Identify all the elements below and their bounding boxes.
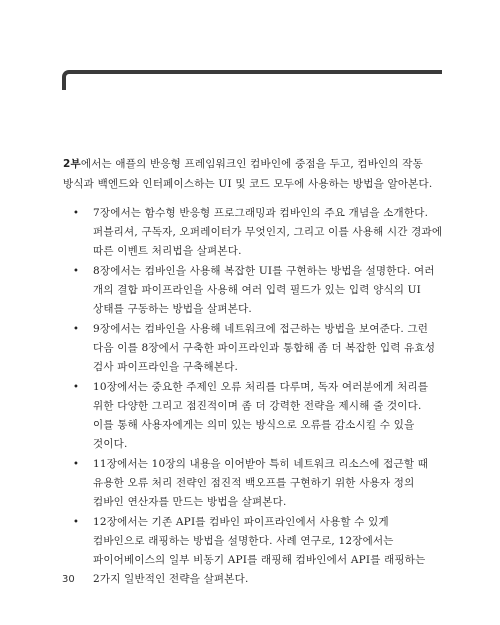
chapter-corner-bracket <box>62 70 442 90</box>
chapter-8-summary <box>63 262 443 319</box>
bullet-icon: • <box>73 266 80 277</box>
bullet-icon: • <box>73 517 80 528</box>
page-number: 30 <box>62 574 75 585</box>
bullet-icon: • <box>73 382 80 393</box>
chapter-summary-text: 11장에서는 10장의 내용을 이어받아 특히 네트워크 리소스에 접근할 때 유용한 오류 처리 전략인 점진적 백오프를 구현하기 위한 사용자 정의 컴바인 연산자를 만드는 방법을 살펴본다. <box>93 458 429 508</box>
chapter-10-summary <box>63 378 443 454</box>
chapter-9-summary <box>63 320 443 377</box>
chapter-summary-text: 8장에서는 컴바인을 사용해 복잡한 UI를 구현하는 방법을 설명한다. 여러 개의 결합 파이프라인을 사용해 여러 입력 필드가 있는 입력 양식의 UI 상태를 구동하는 방법을 살펴본다. <box>93 265 435 315</box>
chapter-12-summary <box>63 513 443 589</box>
chapter-summary-text: 10장에서는 중요한 주제인 오류 처리를 다루며, 독자 여러분에게 처리를 위한 다양한 그리고 점진적이며 좀 더 강력한 전략을 제시해 줄 것이다. 이를 통해 사용자에게는 의미 있는 방식으로 오류를 감소시킬 수 있을 것이다. <box>93 381 429 450</box>
part-label: 2부 <box>63 158 81 170</box>
chapter-summary-text: 12장에서는 기존 API를 컴바인 파이프라인에서 사용할 수 있게 컴바인으로 래핑하는 방법을 설명한다. 사례 연구로, 12장에서는 파이어베이스의 일부 비동기 API를 래핑해 컴바인에서 API를 래핑하는 2가지 일반적인 전략을 살펴본다. <box>93 516 426 585</box>
chapter-summary-text: 9장에서는 컴바인을 사용해 네트워크에 접근하는 방법을 보여준다. 그런 다음 이를 8장에서 구축한 파이프라인과 통합해 좀 더 복잡한 입력 유효성 검사 파이프라인을 구축해본다. <box>93 323 436 373</box>
intro-text: 에서는 애플의 반응형 프레임워크인 컴바인에 중점을 두고, 컴바인의 작동 방식과 백엔드와 인터페이스하는 UI 및 코드 모두에 사용하는 방법을 알아본다. <box>63 158 433 190</box>
chapter-summary-list <box>63 204 443 590</box>
part-intro-paragraph <box>63 154 443 194</box>
chapter-11-summary <box>63 455 443 512</box>
chapter-summary-text: 7장에서는 함수형 반응형 프로그래밍과 컴바인의 주요 개념을 소개한다. 퍼블리셔, 구독자, 오퍼레이터가 무엇인지, 그리고 이를 사용해 시간 경과에 따른 이벤트 처리법을 살펴본다. <box>93 207 443 257</box>
bullet-icon: • <box>73 459 80 470</box>
bullet-icon: • <box>73 208 80 219</box>
chapter-7-summary <box>63 204 443 261</box>
bullet-icon: • <box>73 324 80 335</box>
